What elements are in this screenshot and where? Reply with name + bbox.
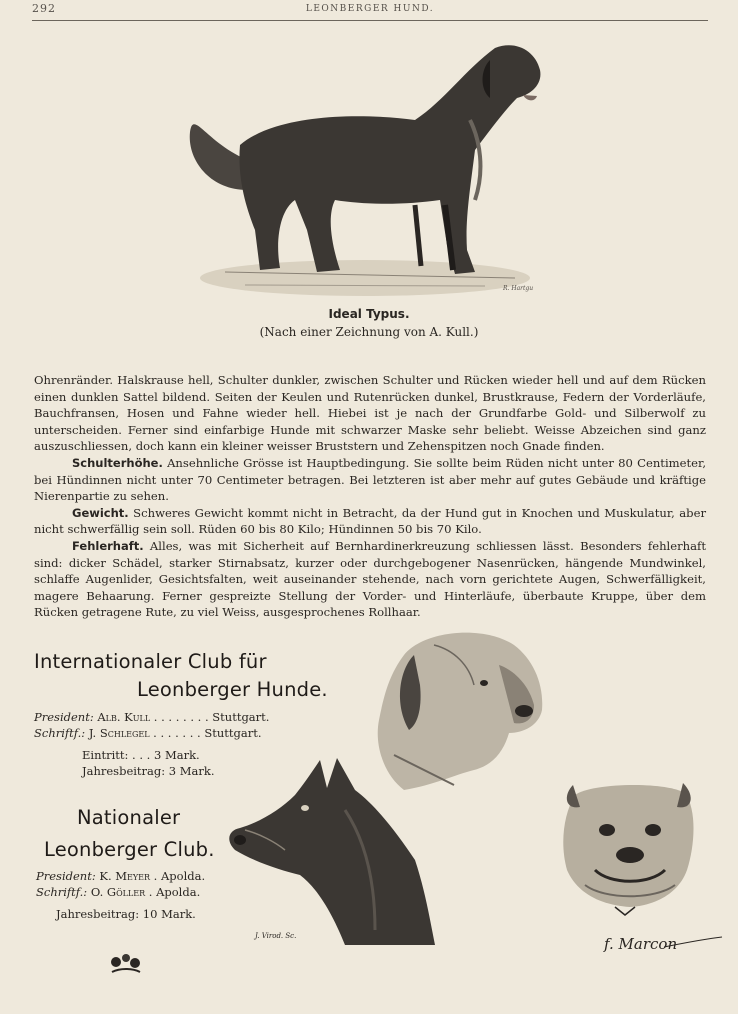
paragraph-faults	[34, 538, 706, 621]
paragraph-shoulder-height	[34, 455, 706, 505]
term-faults: Fehlerhaft.	[72, 538, 144, 553]
page-number: 292	[32, 2, 56, 15]
floral-ornament-icon	[108, 952, 144, 976]
paragraph-coloring: Ohrenränder. Halskrause hell, Schulter dunkler, zwischen Schulter und Rücken wieder hell und auf dem Rücken einen dunklen Sattel bildend. Seiten der Keulen und Rutenrücken dunkel, Brustkrause, Federn der Vorderläufe, Bauchfransen, Hosen und Fahne wieder hell. Hiebei ist je nach der Grundfarbe Gold- und Silberwolf zu unterscheiden. Ferner sind einfarbige Hunde mit schwarzer Maske sehr beliebt. Weisse Abzeichen sind ganz auszuschliessen, doch kann ein kleiner weisser Bruststern und Zehenspitzen noch Gnade finden.	[34, 373, 706, 454]
running-head: LEONBERGER HUND.	[305, 4, 435, 14]
club1-fee-entry: Eintritt: . . . 3 Mark.	[82, 748, 200, 762]
caption-title: Ideal Typus.	[328, 307, 410, 321]
club1-secretary: Schriftf.: J. Schlegel . . . . . . . Stuttgart.	[34, 726, 262, 740]
great-dane-head-illustration	[225, 750, 440, 950]
club2-secretary: Schriftf.: O. Göller . Apolda.	[36, 885, 201, 899]
club2-fee-annual: Jahresbeitrag: 10 Mark.	[56, 907, 196, 921]
bulldog-head-illustration	[555, 775, 700, 920]
text-shoulder-height: Ansehnliche Grösse ist Hauptbedingung. Sie sollte beim Rüden nicht unter 80 Centimeter, bei Hündinnen nicht unter 70 Centimeter betragen. Bei letzteren ist aber mehr auf gutes Gebäude und kräftige Nierenpartie zu sehen.	[34, 455, 706, 504]
body-text	[34, 372, 706, 621]
club1-president: President: Alb. Kull . . . . . . . . Stuttgart.	[34, 710, 270, 724]
paragraph-weight	[34, 505, 706, 538]
page-header	[32, 2, 708, 21]
club1-heading-line2: Leonberger Hunde.	[137, 678, 328, 701]
engraver-mark: J. Virod. Sc.	[255, 932, 297, 940]
term-weight: Gewicht.	[72, 505, 129, 520]
caption-subtitle: (Nach einer Zeichnung von A. Kull.)	[259, 325, 479, 339]
text-weight: Schweres Gewicht kommt nicht in Betracht, da der Hund gut in Knochen und Muskulatur, aber nicht schwerfällig sein soll. Rüden 60 bis 80 Kilo; Hündinnen 50 bis 70 Kilo.	[34, 505, 706, 537]
artist-mark: R. Hartgu	[503, 285, 534, 292]
club1-heading-line1: Internationaler Club für	[34, 650, 267, 673]
text-faults: Alles, was mit Sicherheit auf Bernhardinerkreuzung schliessen lässt. Besonders fehlerhaft sind: dicker Schädel, starker Stirnabsatz, kurzer oder durchgebogener Nasenrücken, hängende Mundwinkel, schlaffe Augenlider, Gesichtsfalten, weit auseinander stehende, nach vorn gerichtete Augen, Schwerfälligkeit, magere Behaarung. Ferner gespreizte Stellung der Vorder- und Hinterläufe, überbaute Kruppe, über dem Rücken getragene Rute, zu viel Weiss, ausgesprochenes Rollhaar.	[34, 538, 706, 620]
club2-heading-line2: Leonberger Club.	[44, 838, 215, 861]
club2-heading-line1: Nationaler	[77, 806, 181, 829]
leonberger-dog-illustration	[185, 40, 545, 298]
club2-president: President: K. Meyer . Apolda.	[36, 869, 206, 883]
term-shoulder-height: Schulterhöhe.	[72, 455, 163, 470]
artist-signature: f. Marcon	[604, 935, 677, 953]
club1-fee-annual: Jahresbeitrag: 3 Mark.	[82, 764, 215, 778]
